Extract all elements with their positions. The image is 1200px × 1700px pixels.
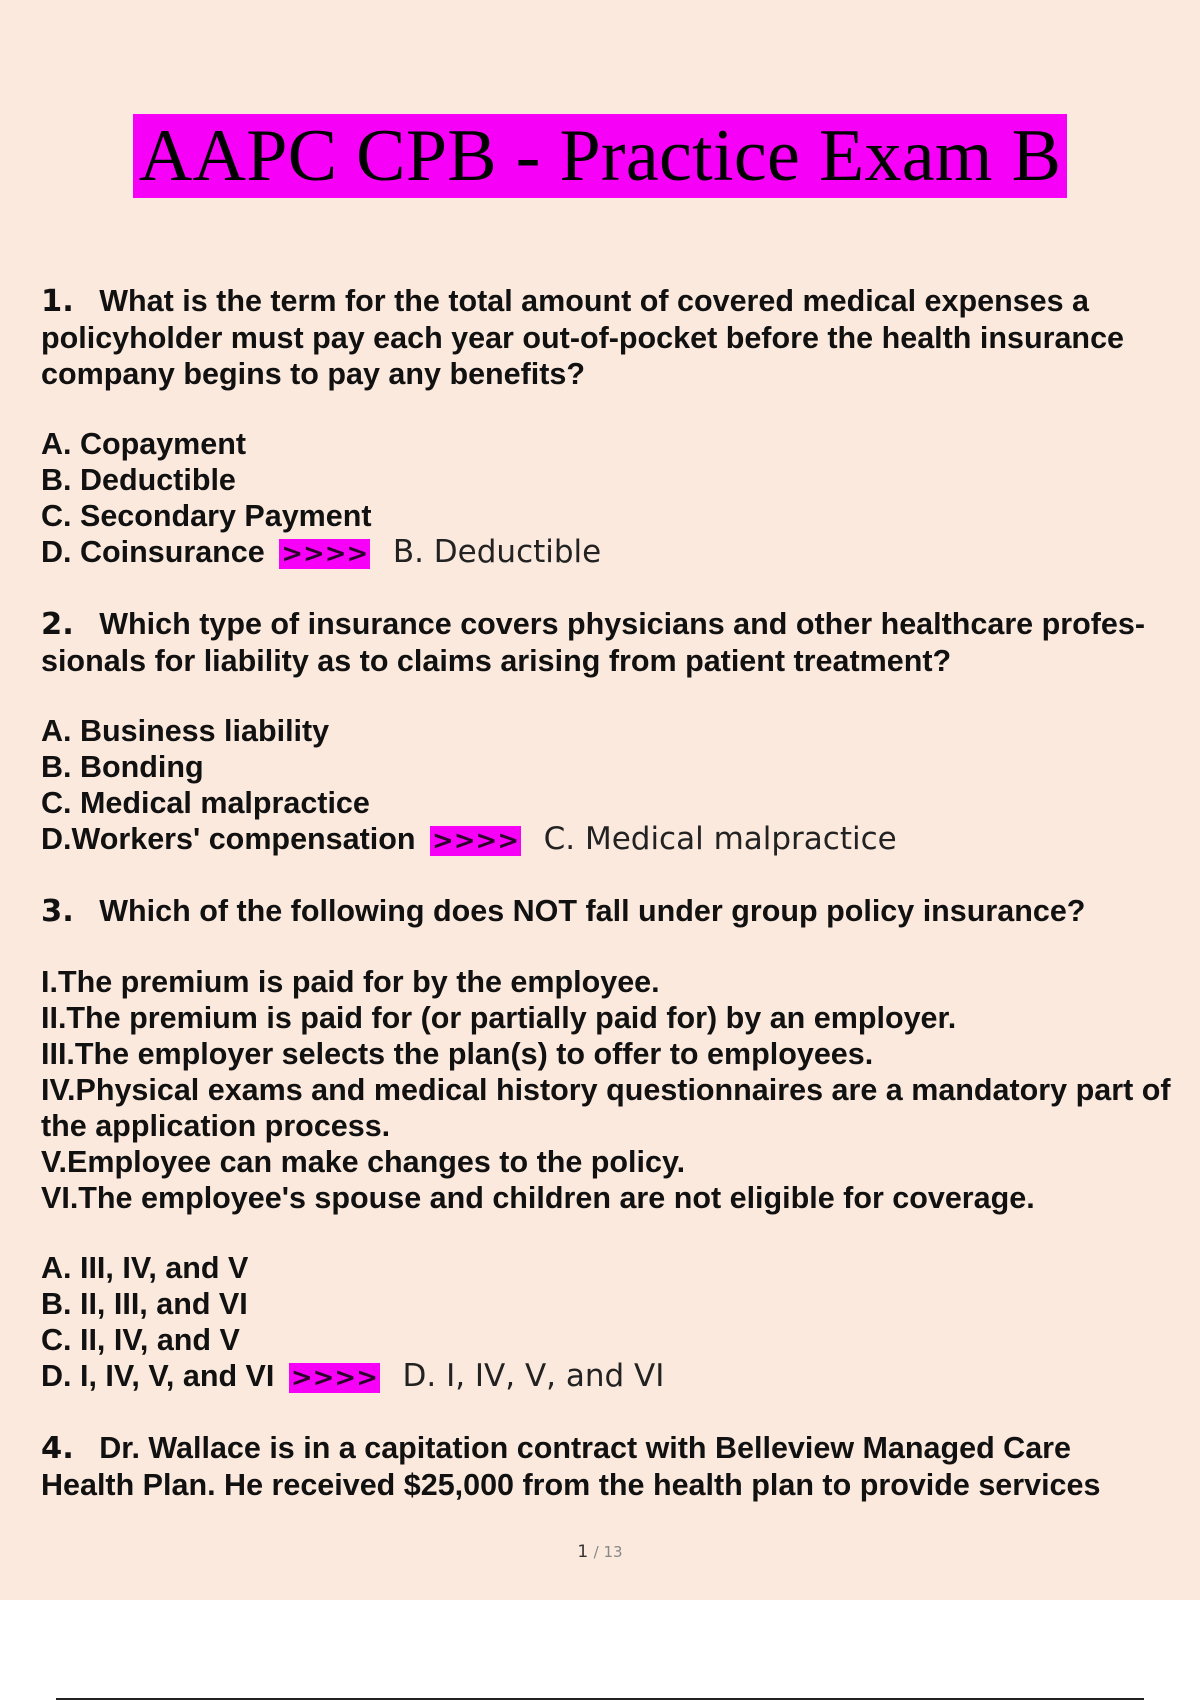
page-indicator bbox=[0, 1542, 1200, 1562]
question-number: 3. bbox=[41, 894, 74, 929]
option-d-with-answer bbox=[41, 534, 1171, 572]
question-number: 2. bbox=[41, 607, 74, 642]
document-title: AAPC CPB - Practice Exam B bbox=[133, 114, 1067, 198]
statement-iv: IV.Physical exams and medical history questionnaires are a mandatory part of the application process. bbox=[41, 1073, 1171, 1143]
option-b: B. Bonding bbox=[41, 750, 204, 784]
current-page: 1 bbox=[577, 1542, 589, 1562]
exam-content bbox=[41, 283, 1171, 1503]
answer-marker: >>>> bbox=[281, 539, 369, 569]
title-container bbox=[0, 114, 1200, 198]
option-a: A. Copayment bbox=[41, 427, 247, 461]
option-c: C. Medical malpractice bbox=[41, 786, 370, 820]
statement-ii: II.The premium is paid for (or partially paid for) by an employer. bbox=[41, 1001, 957, 1035]
question-number: 4. bbox=[41, 1431, 74, 1466]
option-c: C. Secondary Payment bbox=[41, 499, 372, 533]
total-pages: / 13 bbox=[593, 1543, 623, 1561]
question-number: 1. bbox=[41, 284, 74, 319]
question-text: Which of the following does NOT fall under group policy insurance? bbox=[99, 894, 1086, 928]
question-text: What is the term for the total amount of covered medical expenses a policyholder must pay each year out-of-pocket before the health insurance company begins to pay any benefits? bbox=[41, 284, 1124, 391]
statement-vi: VI.The employee's spouse and children are not eligible for coverage. bbox=[41, 1181, 1035, 1215]
answer-text: D. I, IV, V, and VI bbox=[402, 1358, 665, 1394]
option-d-with-answer bbox=[41, 1358, 1171, 1396]
answer-text: C. Medical malpractice bbox=[543, 821, 897, 857]
option-a: A. Business liability bbox=[41, 714, 330, 748]
question-text: Dr. Wallace is in a capitation contract with Belleview Managed Care Health Plan. He received $25,000 from the health plan to provide services bbox=[41, 1431, 1101, 1502]
option-d-with-answer bbox=[41, 821, 1171, 859]
answer-text: B. Deductible bbox=[392, 534, 602, 570]
option-b: B. II, III, and VI bbox=[41, 1287, 248, 1321]
option-d: D. I, IV, V, and VI bbox=[41, 1359, 275, 1393]
question-4 bbox=[41, 1430, 1171, 1503]
option-d: D. Coinsurance bbox=[41, 535, 265, 569]
question-text: Which type of insurance covers physicians and other healthcare profes- sionals for liability as to claims arising from patient treatment? bbox=[41, 607, 1145, 678]
option-c: C. II, IV, and V bbox=[41, 1323, 240, 1357]
question-1 bbox=[41, 283, 1171, 392]
statement-iii: III.The employer selects the plan(s) to offer to employees. bbox=[41, 1037, 874, 1071]
question-2 bbox=[41, 606, 1171, 679]
option-b: B. Deductible bbox=[41, 463, 236, 497]
answer-marker: >>>> bbox=[431, 826, 520, 856]
statement-v: V.Employee can make changes to the policy. bbox=[41, 1145, 686, 1179]
option-d: D.Workers' compensation bbox=[41, 822, 416, 856]
option-a: A. III, IV, and V bbox=[41, 1251, 249, 1285]
question-3 bbox=[41, 893, 1171, 930]
answer-marker: >>>> bbox=[290, 1363, 378, 1393]
statement-i: I.The premium is paid for by the employee. bbox=[41, 965, 660, 999]
